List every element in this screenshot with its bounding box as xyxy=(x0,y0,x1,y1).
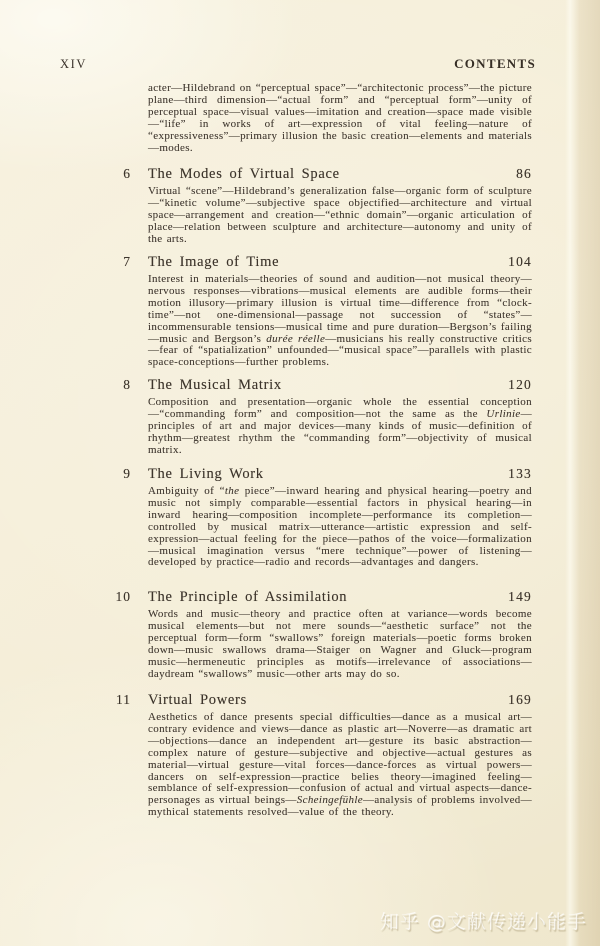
chapter-title: The Living Work xyxy=(148,466,264,482)
chapter-title: The Modes of Virtual Space xyxy=(148,166,340,182)
chapter-heading xyxy=(110,166,532,183)
chapter-heading xyxy=(110,466,532,483)
toc-entry-chapter-11 xyxy=(110,692,532,819)
chapter-heading xyxy=(110,692,532,709)
chapter-description: Virtual “scene”—Hildebrand’s generalization false—organic form of sculpture—“kinetic volume”—subjective space objectified—architecture and virtual space—arrangement and creation—“ethnic domain”—organic articulation of place—relation between sculpture and architecture—autonomy and unity of the arts. xyxy=(148,185,532,245)
chapter-page-number: 86 xyxy=(516,166,532,181)
chapter-title: The Image of Time xyxy=(148,254,280,270)
chapter-page-number: 169 xyxy=(508,692,532,707)
toc-entry-chapter-6 xyxy=(110,166,532,246)
chapter-5-continuation-text: acter—Hildebrand on “perceptual space”—“architectonic process”—the picture plane—third dimension—“actual form” and “perceptual form”—unity of perceptual space—visual values—imitation and creation—space made visible—“life” in works of art—expression of vital feeling—nature of “expressiveness”—primary illusion the basic creation—elements and materials—modes. xyxy=(148,82,532,154)
zhihu-watermark: 知乎 @文献传递小能手 xyxy=(379,911,587,933)
chapter-page-number: 120 xyxy=(508,377,532,392)
chapter-description: Aesthetics of dance presents special difficulties—dance as a musical art—contrary evidence and views—dance as plastic art—Noverre—as dramatic art—objections—dance an independent art—gesture its basic abstraction—complex nature of gesture—subjective and objective—actual gestures as material—virtual gesture—vital forces—dance-forces as virtual powers—dancers on self-expression—practice belies theory—imagined feeling—semblance of self-expression—confusion of actual and virtual aspects—dance-personages as virtual beings—Scheingefühle—analysis of problems involved—mythical statements resolved—value of the theory. xyxy=(148,711,533,819)
page-header xyxy=(60,56,536,72)
chapter-heading xyxy=(110,254,532,271)
chapter-description: Interest in materials—theories of sound and audition—not musical theory—nervous responses—vibrations—musical elements are audible forms—their motion illusory—primary illusion is virtual time—difference from “clock-time”—not one-dimensional—passage not succession of “states”—incommensurable tensions—musical time and pure duration—Bergson’s failing—music and Bergson’s durée réelle—musicians his really constructive critics—fear of “spatialization” unfounded—“musical space”—parallels with plastic space-conceptions—further problems. xyxy=(148,273,533,369)
chapter-page-number: 104 xyxy=(508,254,532,269)
chapter-page-number: 149 xyxy=(508,589,532,604)
chapter-number: 10 xyxy=(115,589,131,604)
chapter-heading xyxy=(110,589,532,606)
running-head-title: CONTENTS xyxy=(454,56,536,71)
chapter-number: 7 xyxy=(123,254,131,269)
toc-entry-chapter-9 xyxy=(110,466,532,569)
chapter-heading xyxy=(110,377,532,394)
chapter-number: 6 xyxy=(123,166,131,181)
folio-page-number: XIV xyxy=(60,57,88,71)
toc-entry-chapter-10 xyxy=(110,589,532,680)
chapter-number: 11 xyxy=(116,692,131,707)
chapter-description: Ambiguity of “the piece”—inward hearing and physical hearing—poetry and music not simply comparable—essential factors in physical hearing—in inward hearing—composition incomplete—performance its completion—controlled by musical matrix—utterance—artistic expression and self-expression—actual feeling for the piece—pathos of the voice—formalization—musical imagination versus “mere technique”—power of listening—developed by practice—radio and records—advantages and dangers. xyxy=(148,485,532,569)
chapter-title: The Principle of Assimilation xyxy=(148,589,348,605)
chapter-title: The Musical Matrix xyxy=(148,377,282,393)
chapter-description: Composition and presentation—organic whole the essential conception—“commanding form” and composition—not the same as the Urlinie—principles of art and major devices—many kinds of music—definition of rhythm—greatest rhythm the “commanding form”—objectivity of musical matrix. xyxy=(148,396,532,456)
chapter-number: 9 xyxy=(123,466,131,481)
toc-entry-chapter-7 xyxy=(110,254,532,369)
chapter-page-number: 133 xyxy=(508,466,532,481)
chapter-title: Virtual Powers xyxy=(148,692,247,708)
chapter-number: 8 xyxy=(123,377,131,392)
chapter-description: Words and music—theory and practice often at variance—words become musical elements—but not mere sounds—“aesthetic surface” not the perceptual form—form “swallows” foreign materials—poetic forms broken down—music swallows drama—Staiger on Wagner and Gluck—program music—hermeneutic principles as motifs—irrelevance of associations—daydream “swallows” music—other arts may do so. xyxy=(148,608,532,680)
toc-entry-chapter-8 xyxy=(110,377,532,457)
